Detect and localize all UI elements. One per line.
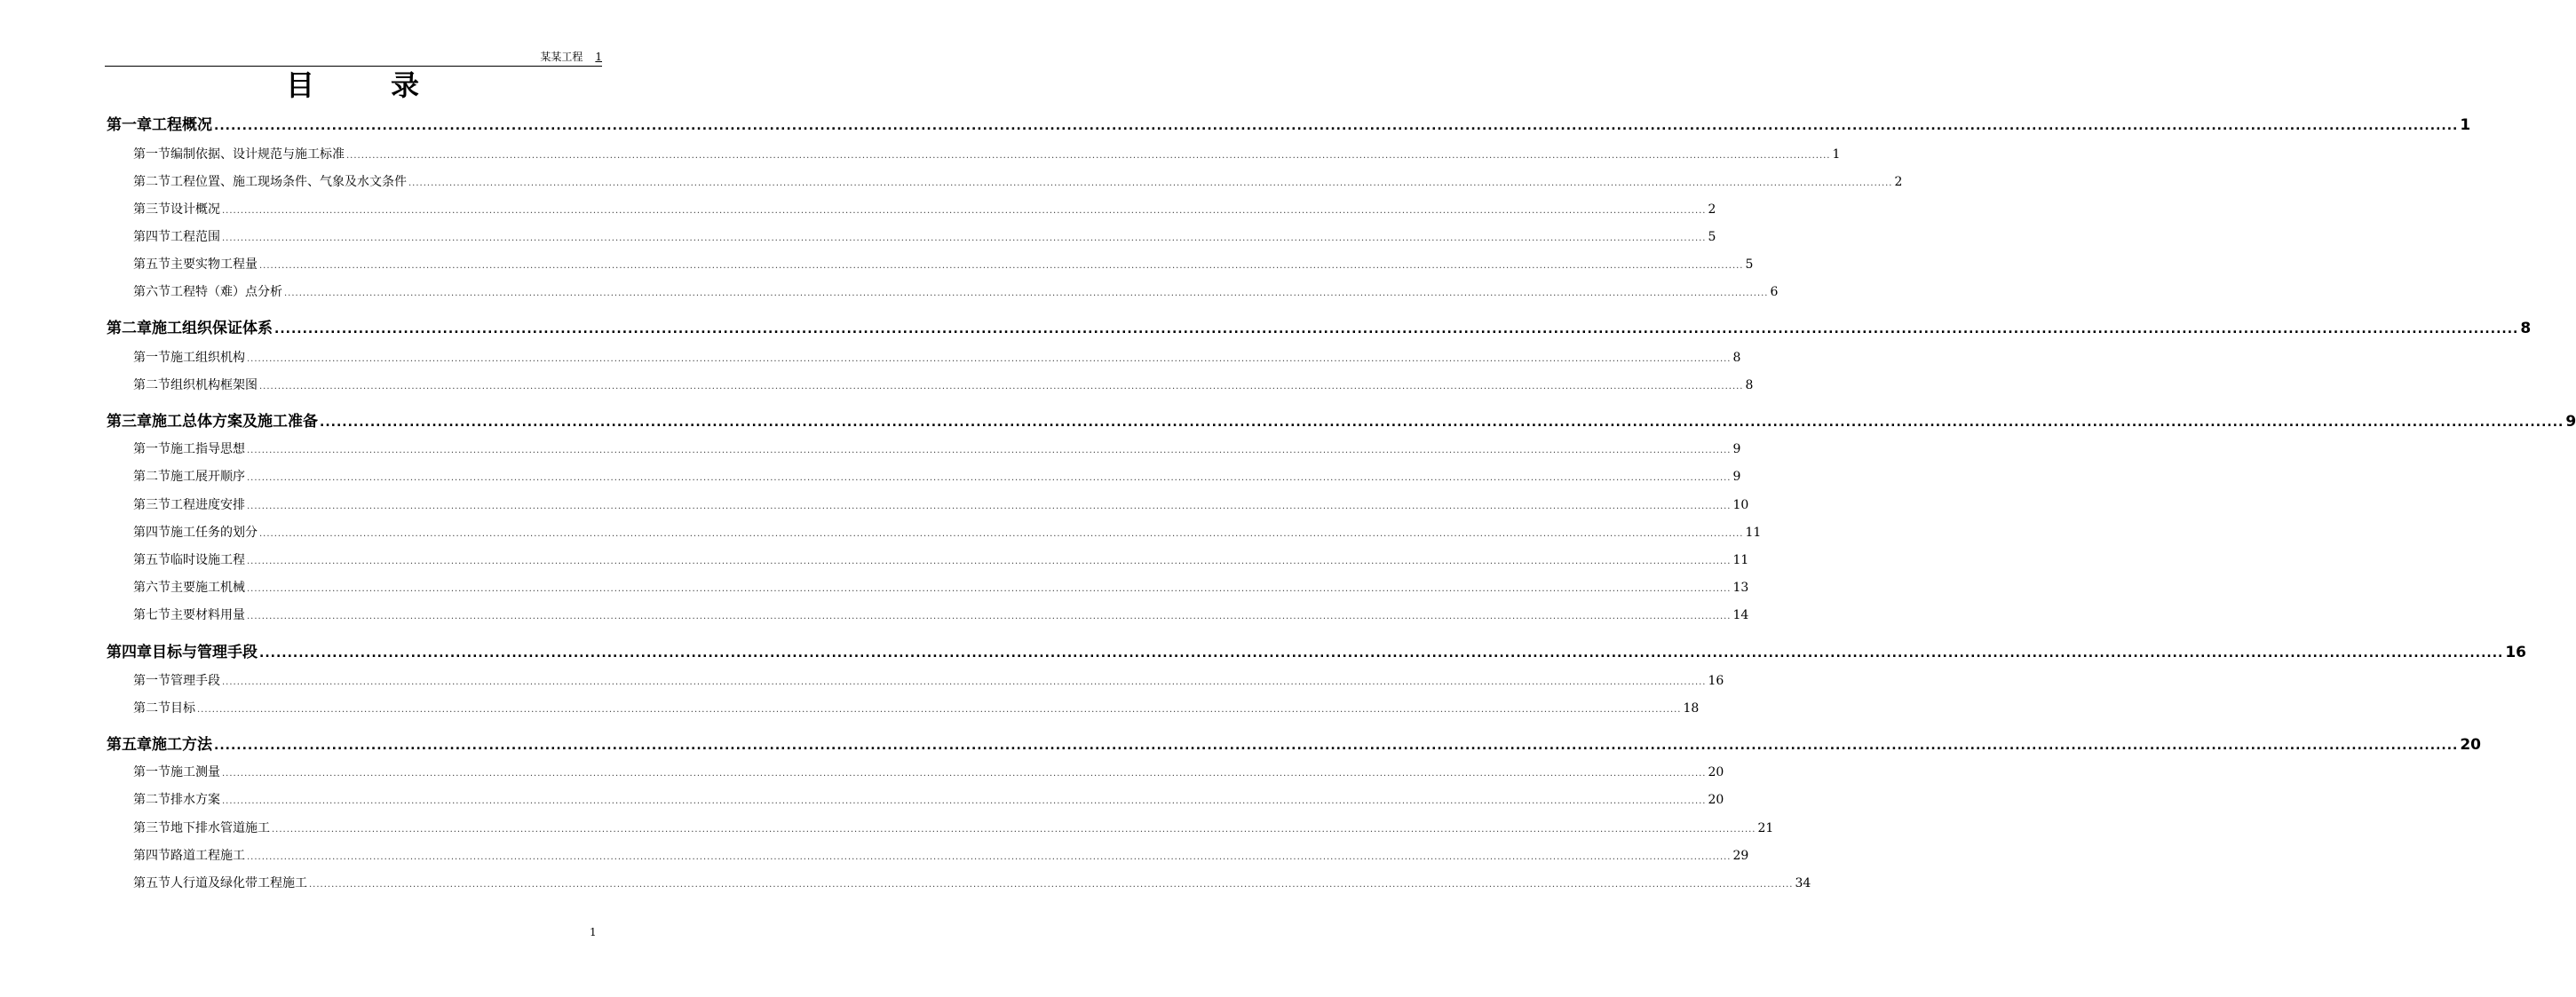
toc-dot-leader: ................................................................................................................................................................................................................................................................................................................................................................................................................ xyxy=(346,151,1831,161)
toc-entry-page: 2 xyxy=(1708,202,1716,217)
toc-entry-number: 第四章 xyxy=(107,644,152,661)
toc-entry-page: 5 xyxy=(1745,257,1754,272)
toc-section-entry[interactable] xyxy=(133,699,1700,716)
toc-entry-title: 排水方案 xyxy=(170,793,220,807)
toc-entry-number: 第二节 xyxy=(133,793,170,807)
toc-chapter-entry[interactable] xyxy=(107,112,2471,134)
toc-entry-title: 工程特（难）点分析 xyxy=(170,285,282,299)
toc-entry-title: 工程概况 xyxy=(152,116,212,134)
toc-chapter-entry[interactable] xyxy=(107,639,2527,661)
toc-dot-leader: ................................................................................................................................................................................................................................................................................................................................................................................................................ xyxy=(222,206,1707,216)
toc-entry-title: 人行道及绿化带工程施工 xyxy=(170,876,307,890)
toc-entry-title: 组织机构框架图 xyxy=(170,378,258,392)
toc-dot-leader: ................................................................................................................................................................................................................................................................................................................................................................................................................ xyxy=(197,705,1682,715)
toc-dot-leader: ................................................................................................................................................................................................................................................................................................................................................................................................................ xyxy=(408,178,1893,188)
toc-section-entry[interactable] xyxy=(133,874,1811,891)
toc-dot-leader: ................................................................................................................................................................................................................................................................................................................................................................................................................ xyxy=(222,677,1707,687)
toc-entry-title: 施工展开顺序 xyxy=(170,470,245,484)
toc-entry-page: 11 xyxy=(1732,553,1749,567)
toc-section-entry[interactable] xyxy=(133,200,1716,218)
toc-entry-page: 5 xyxy=(1708,230,1716,244)
toc-entry-number: 第三节 xyxy=(133,498,170,512)
toc-entry-title: 主要材料用量 xyxy=(170,608,245,622)
toc-entry-title: 目标 xyxy=(170,701,195,716)
toc-entry-title: 施工方法 xyxy=(152,736,212,754)
toc-entry-page: 9 xyxy=(1732,442,1741,456)
toc-dot-leader: ................................................................................................................................................................................................................................................................................................................................................................................................................ xyxy=(259,529,1744,539)
toc-entry-page: 20 xyxy=(1708,765,1724,779)
toc-entry-number: 第六节 xyxy=(133,285,170,299)
toc-entry-title: 施工组织机构 xyxy=(170,351,245,365)
toc-entry-page: 16 xyxy=(1708,674,1724,688)
toc-chapter-entry[interactable] xyxy=(107,732,2482,754)
toc-entry-title: 施工任务的划分 xyxy=(170,526,258,540)
toc-entry-page: 2 xyxy=(1894,175,1903,189)
toc-entry-title: 路道工程施工 xyxy=(170,849,245,863)
toc-entry-title: 主要实物工程量 xyxy=(170,257,258,272)
toc-dot-leader: ................................................................................................................................................................................................................................................................................................................................................................................................................ xyxy=(274,322,2519,336)
toc-dot-leader: ................................................................................................................................................................................................................................................................................................................................................................................................................ xyxy=(247,557,1732,566)
title-char-left: 目 xyxy=(285,68,314,102)
toc-section-entry[interactable] xyxy=(133,790,1724,808)
toc-dot-leader: ................................................................................................................................................................................................................................................................................................................................................................................................................ xyxy=(320,415,2564,430)
toc-entry-number: 第七节 xyxy=(133,608,170,622)
toc-entry-page: 34 xyxy=(1795,876,1811,890)
toc-entry-number: 第五节 xyxy=(133,876,170,890)
toc-entry-number: 第一节 xyxy=(133,442,170,456)
toc-entry-number: 第二章 xyxy=(107,320,152,337)
toc-entry-number: 第二节 xyxy=(133,701,170,716)
toc-entry-page: 29 xyxy=(1732,849,1749,863)
toc-section-entry[interactable] xyxy=(133,550,1749,568)
toc-entry-page: 6 xyxy=(1770,285,1779,299)
toc-dot-leader: ................................................................................................................................................................................................................................................................................................................................................................................................................ xyxy=(247,446,1732,455)
toc-entry-number: 第四节 xyxy=(133,849,170,863)
toc-section-entry[interactable] xyxy=(133,467,1741,485)
toc-section-entry[interactable] xyxy=(133,145,1841,162)
toc-section-entry[interactable] xyxy=(133,819,1774,836)
toc-dot-leader: ................................................................................................................................................................................................................................................................................................................................................................................................................ xyxy=(247,502,1732,511)
toc-entry-number: 第五节 xyxy=(133,553,170,567)
toc-dot-leader: ................................................................................................................................................................................................................................................................................................................................................................................................................ xyxy=(247,584,1732,594)
toc-entry-page: 20 xyxy=(1708,793,1724,807)
toc-section-entry[interactable] xyxy=(133,439,1741,457)
toc-entry-page: 13 xyxy=(1732,581,1749,595)
toc-dot-leader: ................................................................................................................................................................................................................................................................................................................................................................................................................ xyxy=(247,612,1732,621)
toc-entry-title: 施工总体方案及施工准备 xyxy=(152,413,318,431)
toc-entry-page: 10 xyxy=(1732,498,1749,512)
toc-entry-number: 第六节 xyxy=(133,581,170,595)
toc-entry-number: 第一章 xyxy=(107,116,152,134)
toc-entry-number: 第二节 xyxy=(133,175,170,189)
toc-dot-leader: ................................................................................................................................................................................................................................................................................................................................................................................................................ xyxy=(214,119,2459,133)
toc-entry-page: 9 xyxy=(2565,413,2576,431)
toc-section-entry[interactable] xyxy=(133,282,1779,300)
toc-section-entry[interactable] xyxy=(133,605,1749,623)
toc-dot-leader: ................................................................................................................................................................................................................................................................................................................................................................................................................ xyxy=(214,739,2459,753)
toc-section-entry[interactable] xyxy=(133,348,1741,366)
toc-dot-leader: ................................................................................................................................................................................................................................................................................................................................................................................................................ xyxy=(247,354,1732,364)
toc-entry-number: 第三节 xyxy=(133,821,170,835)
toc-entry-page: 20 xyxy=(2460,736,2482,754)
toc-entry-title: 施工指导思想 xyxy=(170,442,245,456)
toc-dot-leader: ................................................................................................................................................................................................................................................................................................................................................................................................................ xyxy=(259,382,1744,392)
toc-entry-title: 地下排水管道施工 xyxy=(170,821,270,835)
toc-entry-number: 第一节 xyxy=(133,674,170,688)
toc-entry-page: 1 xyxy=(2460,116,2471,134)
toc-entry-number: 第五章 xyxy=(107,736,152,754)
toc-entry-title: 目标与管理手段 xyxy=(152,644,258,661)
toc-section-entry[interactable] xyxy=(133,227,1716,245)
header-page-number: 1 xyxy=(595,51,602,63)
toc-section-entry[interactable] xyxy=(133,255,1754,273)
toc-dot-leader: ................................................................................................................................................................................................................................................................................................................................................................................................................ xyxy=(284,289,1769,298)
toc-entry-page: 16 xyxy=(2505,644,2527,661)
toc-dot-leader: ................................................................................................................................................................................................................................................................................................................................................................................................................ xyxy=(272,825,1756,835)
toc-section-entry[interactable] xyxy=(133,578,1749,596)
toc-entry-page: 1 xyxy=(1832,147,1841,162)
toc-section-entry[interactable] xyxy=(133,763,1724,780)
toc-dot-leader: ................................................................................................................................................................................................................................................................................................................................................................................................................ xyxy=(222,233,1707,243)
toc-dot-leader: ................................................................................................................................................................................................................................................................................................................................................................................................................ xyxy=(222,796,1707,806)
toc-entry-number: 第一节 xyxy=(133,147,170,162)
toc-entry-title: 设计概况 xyxy=(170,202,220,217)
toc-entry-page: 8 xyxy=(1732,351,1741,365)
toc-dot-leader: ................................................................................................................................................................................................................................................................................................................................................................................................................ xyxy=(259,646,2504,661)
toc-section-entry[interactable] xyxy=(133,495,1749,513)
toc-entry-number: 第一节 xyxy=(133,765,170,779)
toc-dot-leader: ................................................................................................................................................................................................................................................................................................................................................................................................................ xyxy=(259,261,1744,271)
toc-section-entry[interactable] xyxy=(133,523,1762,541)
toc-entry-page: 14 xyxy=(1732,608,1749,622)
toc-entry-page: 9 xyxy=(1732,470,1741,484)
toc-entry-title: 施工测量 xyxy=(170,765,220,779)
toc-section-entry[interactable] xyxy=(133,846,1749,864)
toc-entry-number: 第五节 xyxy=(133,257,170,272)
toc-entry-title: 主要施工机械 xyxy=(170,581,245,595)
toc-entry-number: 第二节 xyxy=(133,378,170,392)
toc-entry-page: 11 xyxy=(1745,526,1762,540)
toc-entry-title: 工程位置、施工现场条件、气象及水文条件 xyxy=(170,175,407,189)
toc-entry-title: 临时设施工程 xyxy=(170,553,245,567)
toc-dot-leader: ................................................................................................................................................................................................................................................................................................................................................................................................................ xyxy=(247,852,1732,862)
toc-entry-number: 第一节 xyxy=(133,351,170,365)
toc-entry-number: 第三节 xyxy=(133,202,170,217)
toc-entry-page: 18 xyxy=(1683,701,1700,716)
toc-entry-title: 管理手段 xyxy=(170,674,220,688)
toc-dot-leader: ................................................................................................................................................................................................................................................................................................................................................................................................................ xyxy=(247,473,1732,483)
toc-entry-page: 8 xyxy=(2520,320,2532,337)
toc-entry-title: 工程范围 xyxy=(170,230,220,244)
toc-entry-number: 第四节 xyxy=(133,526,170,540)
toc-chapter-entry[interactable] xyxy=(107,408,2576,431)
toc-entry-page: 8 xyxy=(1745,378,1754,392)
toc-chapter-entry[interactable] xyxy=(107,315,2532,337)
toc-section-entry[interactable] xyxy=(133,172,1903,190)
title-char-right: 录 xyxy=(391,68,420,102)
toc-section-entry[interactable] xyxy=(133,376,1754,393)
toc-entry-title: 编制依据、设计规范与施工标准 xyxy=(170,147,345,162)
toc-section-entry[interactable] xyxy=(133,671,1724,689)
toc-dot-leader: ................................................................................................................................................................................................................................................................................................................................................................................................................ xyxy=(309,880,1794,890)
toc-dot-leader: ................................................................................................................................................................................................................................................................................................................................................................................................................ xyxy=(222,769,1707,779)
toc-entry-number: 第三章 xyxy=(107,413,152,431)
toc-entry-title: 工程进度安排 xyxy=(170,498,245,512)
toc-entry-page: 21 xyxy=(1757,821,1774,835)
toc-entry-title: 施工组织保证体系 xyxy=(152,320,273,337)
footer-page-number: 1 xyxy=(590,926,597,938)
toc-entry-number: 第四节 xyxy=(133,230,170,244)
header-project-name: 某某工程 xyxy=(540,51,583,63)
toc-entry-number: 第二节 xyxy=(133,470,170,484)
